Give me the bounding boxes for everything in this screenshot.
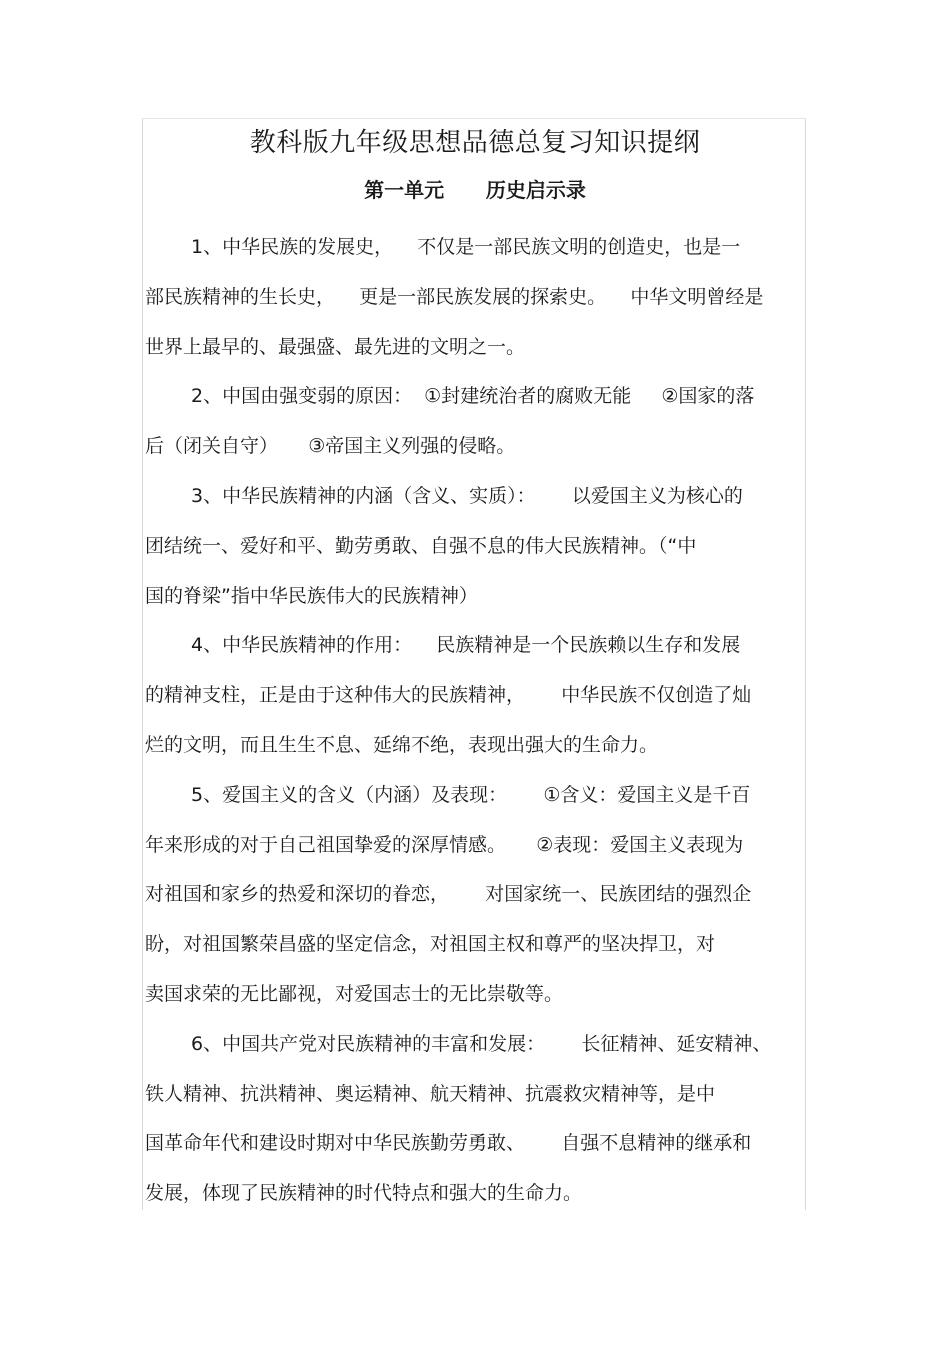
paragraph-line: 发展，体现了民族精神的时代特点和强大的生命力。 (145, 1182, 583, 1205)
paragraph-line: 烂的文明，而且生生不息、延绵不绝，表现出强大的生命力。 (145, 733, 659, 756)
paragraph-line: 5、爱国主义的含义（内涵）及表现： ①含义：爱国主义是千百 (191, 783, 751, 806)
paragraph-1 (145, 223, 801, 372)
document-title: 教科版九年级思想品德总复习知识提纲 (249, 128, 701, 158)
paragraph-line: 对祖国和家乡的热爱和深切的眷恋， 对国家统一、民族团结的强烈企 (145, 883, 752, 906)
paragraph-line: 年来形成的对于自己祖国挚爱的深厚情感。 ②表现：爱国主义表现为 (145, 833, 744, 856)
paragraph-5 (145, 771, 801, 1020)
paragraph-line: 卖国求荣的无比鄙视，对爱国志士的无比崇敬等。 (145, 982, 564, 1005)
paragraph-6 (145, 1020, 801, 1219)
paragraph-line: 2、中国由强变弱的原因： ①封建统治者的腐败无能 ②国家的落 (191, 385, 755, 408)
paragraph-line: 团结统一、爱好和平、勤劳勇敢、自强不息的伟大民族精神。（“中 (145, 534, 697, 557)
document-body (145, 223, 801, 1219)
paragraph-line: 铁人精神、抗洪精神、奥运精神、航天精神、抗震救灾精神等，是中 (145, 1082, 716, 1105)
paragraph-3 (145, 472, 801, 621)
unit-heading: 第一单元 历史启示录 (364, 178, 586, 202)
paragraph-line: 1、中华民族的发展史， 不仅是一部民族文明的创造史，也是一 (191, 236, 741, 258)
paragraph-line: 4、中华民族精神的作用： 民族精神是一个民族赖以生存和发展 (191, 634, 741, 657)
document-page (142, 118, 806, 1210)
paragraph-2 (145, 372, 801, 472)
paragraph-4 (145, 621, 801, 770)
paragraph-line: 世界上最早的、最强盛、最先进的文明之一。 (145, 335, 526, 358)
paragraph-line: 部民族精神的生长史， 更是一部民族发展的探索史。 中华文明曾经是 (145, 285, 764, 308)
paragraph-line: 6、中国共产党对民族精神的丰富和发展： 长征精神、延安精神、 (191, 1032, 772, 1055)
paragraph-line: 国革命年代和建设时期对中华民族勤劳勇敢、 自强不息精神的继承和 (145, 1132, 752, 1155)
paragraph-line: 盼，对祖国繁荣昌盛的坚定信念，对祖国主权和尊严的坚决捍卫，对 (145, 933, 716, 956)
paragraph-line: 后（闭关自守） ③帝国主义列强的侵略。 (145, 435, 516, 458)
paragraph-line: 3、中华民族精神的内涵（含义、实质）： 以爱国主义为核心的 (191, 484, 743, 507)
paragraph-line: 国的脊梁”指中华民族伟大的民族精神） (145, 584, 478, 607)
paragraph-line: 的精神支柱，正是由于这种伟大的民族精神， 中华民族不仅创造了灿 (145, 684, 752, 707)
